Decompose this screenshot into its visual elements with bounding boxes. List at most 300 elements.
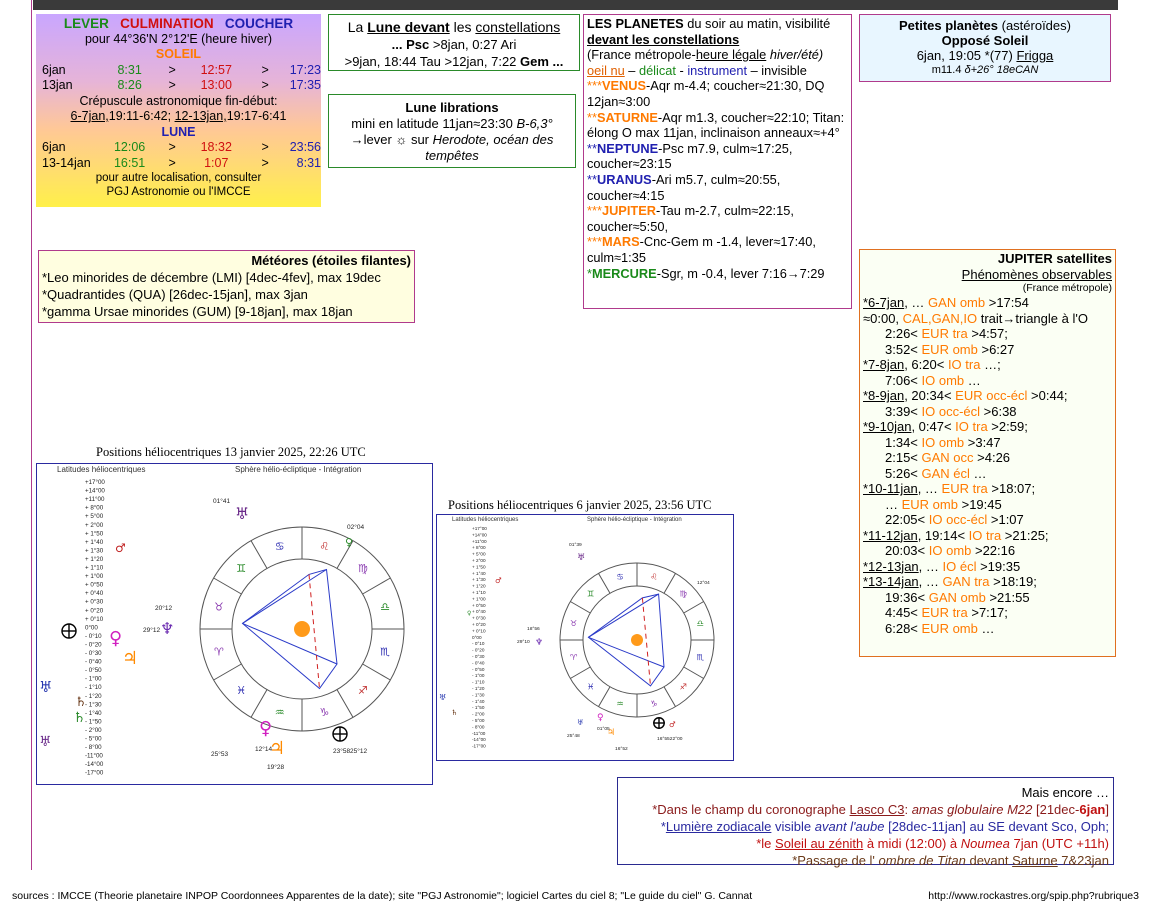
angle-label: 19°28 bbox=[267, 764, 285, 771]
jupiter-icon: ♃ bbox=[269, 738, 286, 759]
latitude-tick: - 1°40 bbox=[85, 709, 102, 717]
lever-header bbox=[36, 16, 321, 32]
jupiter-event-part: IO tra bbox=[955, 419, 988, 434]
planetes-note bbox=[587, 47, 848, 63]
moon-cell: > bbox=[261, 140, 269, 154]
latitude-tick: + 2°00 bbox=[472, 558, 486, 563]
sun-cell: > bbox=[261, 62, 269, 77]
angle-label: 01°41 bbox=[213, 498, 231, 505]
angle-label: 16°52 bbox=[615, 747, 628, 752]
latitude-tick: - 8°00 bbox=[85, 744, 102, 752]
jupiter-event-part: … bbox=[964, 372, 981, 388]
latitude-tick: + 8°00 bbox=[472, 545, 486, 551]
zodiac-divider bbox=[599, 573, 611, 593]
m2b-zodiacale[interactable]: Lumière zodiacale bbox=[665, 819, 772, 834]
latitude-tick: - 0°20 bbox=[85, 641, 102, 649]
sun-cell: 12:57 bbox=[200, 62, 232, 77]
jupiter-title: JUPITER satellites bbox=[997, 251, 1112, 266]
zodiac-divider bbox=[570, 667, 590, 679]
venus-icon: ♀ bbox=[597, 713, 604, 723]
sun-cell: 8:31 bbox=[117, 62, 142, 77]
pl-t5: heure légale bbox=[695, 47, 767, 63]
latitude-tick: +17°00 bbox=[472, 526, 487, 531]
planet-stars: ** bbox=[587, 171, 597, 187]
jupiter-event-part: IO omb bbox=[928, 543, 972, 558]
chart2-frame bbox=[436, 514, 734, 761]
uranus-icon: ♅ bbox=[577, 553, 586, 563]
latitude-tick: - 0°40 bbox=[85, 658, 102, 666]
latitude-tick: + 0°50 bbox=[472, 602, 486, 608]
lc-l2c: >8jan, 0:27 Ari bbox=[429, 37, 517, 52]
planet-name: MERCURE bbox=[591, 265, 657, 281]
m1b-lasco: Lasco C3 bbox=[849, 802, 905, 817]
latitude-tick: + 1°50 bbox=[472, 564, 486, 570]
angle-label: 18°56 bbox=[527, 627, 540, 632]
pp-line3 bbox=[860, 48, 1110, 63]
zodiac-sign-icon: ♍ bbox=[357, 562, 368, 576]
latitude-tick: +11°00 bbox=[472, 538, 487, 544]
lc-t1: La bbox=[347, 19, 368, 35]
latitude-tick: - 0°10 bbox=[472, 641, 485, 647]
zodiac-sign-icon: ♏ bbox=[380, 645, 391, 659]
jupiter-event-part: *6-7jan bbox=[863, 295, 905, 310]
pl-t4: (France métropole- bbox=[587, 47, 696, 63]
latitude-tick: - 1°10 bbox=[472, 679, 485, 685]
latitude-tick: - 0°30 bbox=[472, 654, 485, 659]
latitude-tick: - 2°00 bbox=[85, 726, 102, 734]
soleil-heading: SOLEIL bbox=[155, 47, 202, 61]
legend-sep2: - bbox=[675, 62, 688, 78]
footer-url[interactable]: http://www.rockastres.org/spip.php?rubrique3 bbox=[928, 890, 1139, 902]
jupiter-event-part: ≈0:00, bbox=[863, 310, 903, 326]
moon-cell: 8:31 bbox=[296, 155, 321, 170]
planet-info: -Aqr m-4.4; coucher≈21:30, DQ 12jan≈3:00 bbox=[587, 78, 825, 109]
zodiac-sign-icon: ♋ bbox=[274, 539, 285, 553]
latitude-tick: -14°00 bbox=[85, 761, 104, 769]
latitude-tick: - 8°00 bbox=[472, 724, 485, 730]
zodiac-sign-icon: ♓ bbox=[236, 683, 247, 697]
latitude-tick: + 0°30 bbox=[85, 598, 104, 606]
jupiter-event bbox=[863, 497, 1112, 513]
m3a: *le bbox=[756, 836, 776, 851]
planet-name: JUPITER bbox=[601, 203, 656, 219]
planet-item bbox=[587, 78, 848, 109]
angle-label: 16°5522°00 bbox=[657, 737, 683, 742]
orbit-line bbox=[243, 623, 338, 664]
m1d: amas globulaire M22 bbox=[911, 802, 1033, 817]
latitude-tick: + 0°10 bbox=[472, 628, 486, 634]
jupiter-event-part: >21:25; bbox=[1001, 527, 1049, 543]
lib-l2a: →lever ☼ sur bbox=[350, 132, 433, 147]
uranus-icon: ♅ bbox=[39, 734, 52, 750]
lat-label: Latitudes héliocentriques bbox=[57, 465, 146, 474]
planet-item bbox=[587, 203, 848, 234]
angle-label: 25°53 bbox=[211, 751, 229, 758]
latitude-tick: + 1°30 bbox=[85, 547, 104, 555]
jupiter-event-part: …; bbox=[980, 357, 1001, 372]
jupiter-event-part: 3:52< bbox=[885, 341, 922, 357]
zodiac-divider bbox=[664, 687, 676, 707]
crepuscule-line1: Crépuscule astronomique fin-début: bbox=[79, 93, 278, 108]
jupiter-event bbox=[863, 435, 1112, 451]
legend-delicat: délicat bbox=[638, 62, 676, 78]
jupiter-event-part: GAN occ bbox=[921, 450, 974, 465]
angle-label: 25°48 bbox=[567, 734, 580, 739]
mais-encore-box bbox=[617, 777, 1114, 868]
jupiter-event-part: 2:15< bbox=[885, 450, 922, 465]
latitude-tick: + 1°20 bbox=[85, 555, 104, 563]
jupiter-event-part: *11-12jan bbox=[863, 527, 918, 543]
sun-cell: 13:00 bbox=[200, 78, 232, 92]
jupiter-event-part: >19:45 bbox=[957, 496, 1002, 512]
meteor-line-lmi: *Leo minorides de décembre (LMI) [4dec-4fev], max 19dec bbox=[42, 270, 381, 285]
jupiter-event bbox=[863, 311, 1112, 327]
latitude-tick: + 1°00 bbox=[85, 573, 104, 581]
jupiter-event bbox=[863, 357, 1112, 373]
latitude-tick: - 5°00 bbox=[85, 735, 102, 743]
jupiter-event-part: >6:38 bbox=[980, 403, 1017, 419]
zodiac-sign-icon: ♊ bbox=[586, 588, 595, 599]
moon-cell: 12:06 bbox=[113, 140, 146, 154]
planet-info: -Sgr, m -0.4, lever 7:16→7:29 bbox=[656, 265, 825, 281]
chart1-frame bbox=[36, 463, 433, 785]
jupiter-event bbox=[863, 404, 1112, 420]
jupiter-event-part: IO occ-écl bbox=[921, 403, 981, 419]
zodiac-sign-icon: ♉ bbox=[213, 600, 224, 614]
jupiter-event-part: , 0:47< bbox=[911, 419, 956, 434]
uranus-icon: ♅ bbox=[39, 678, 53, 696]
meteores-title: Météores (étoiles filantes) bbox=[251, 253, 411, 268]
latitude-tick: - 0°50 bbox=[85, 667, 102, 675]
crepuscule-line2 bbox=[36, 109, 321, 125]
latitude-tick: + 0°40 bbox=[472, 609, 486, 615]
latitude-tick: - 1°50 bbox=[472, 705, 485, 711]
m4e: 7&23jan bbox=[1057, 853, 1109, 868]
jupiter-event bbox=[863, 388, 1112, 404]
jupiter-event-part: >18:19; bbox=[989, 574, 1037, 589]
zodiac-divider bbox=[214, 578, 242, 594]
jupiter-event-part: EUR tra bbox=[941, 481, 988, 496]
latitude-tick: + 1°30 bbox=[472, 577, 486, 583]
lune-heading: LUNE bbox=[161, 124, 196, 139]
m2d: avant l'aube bbox=[814, 819, 885, 834]
latitude-tick: + 0°20 bbox=[472, 622, 486, 627]
m2c: visible bbox=[771, 819, 815, 834]
jupiter-event-part: >0:44; bbox=[1027, 388, 1068, 403]
jupiter-event bbox=[863, 481, 1112, 497]
latitude-tick: - 0°40 bbox=[472, 660, 485, 666]
jupiter-event-part: … bbox=[969, 465, 987, 481]
venus-icon: ♀ bbox=[109, 628, 123, 649]
jupiter-event bbox=[863, 295, 1112, 311]
zodiac-sign-icon: ♐ bbox=[357, 683, 368, 697]
zodiac-sign-icon: ♑ bbox=[650, 698, 658, 709]
jupiter-event-part: 1:34< bbox=[885, 434, 922, 450]
lune-const-line3 bbox=[329, 53, 579, 70]
jupiter-event bbox=[863, 621, 1112, 637]
sun-row bbox=[36, 78, 321, 94]
planet-stars: ** bbox=[587, 109, 597, 125]
jupiter-subtitle: Phénomènes observables bbox=[961, 266, 1112, 282]
left-divider-line bbox=[31, 0, 32, 870]
lc-t4: constellations bbox=[475, 19, 561, 35]
meteor-line-qua: *Quadrantides (QUA) [26dec-15jan], max 3jan bbox=[42, 287, 308, 302]
red-dashed-line bbox=[642, 598, 650, 686]
angle-label: 01°05 bbox=[597, 727, 610, 732]
jupiter-event-part: EUR omb bbox=[901, 496, 958, 512]
jupiter-event-part: 6:28< bbox=[885, 620, 922, 636]
latitude-tick: +11°00 bbox=[85, 496, 105, 504]
angle-label: 01°39 bbox=[569, 543, 582, 548]
zodiac-divider bbox=[363, 664, 391, 680]
jupiter-event-part: GAN tra bbox=[942, 574, 990, 589]
sun-cell: > bbox=[261, 78, 269, 92]
jupiter-event-part: … bbox=[885, 496, 902, 512]
sun-cell: 17:35 bbox=[289, 78, 321, 92]
meteores-box bbox=[38, 250, 415, 323]
pp-t2: (astéroïdes) bbox=[998, 18, 1071, 33]
sun-cell: 13jan bbox=[42, 78, 73, 92]
jupiter-event bbox=[863, 326, 1112, 342]
latitude-tick: - 0°20 bbox=[472, 647, 485, 653]
meteor-line-gum: *gamma Ursae minorides (GUM) [9-18jan], max 18jan bbox=[42, 304, 353, 319]
zodiac-sign-icon: ♌ bbox=[319, 539, 330, 553]
angle-label: 29°10 bbox=[517, 640, 530, 645]
jupiter-event-part: EUR occ-écl bbox=[955, 388, 1028, 403]
latitude-tick: + 0°40 bbox=[85, 590, 104, 598]
jupiter-event-part: 2:26< bbox=[885, 326, 922, 341]
moon-cell: 16:51 bbox=[113, 155, 146, 170]
latitude-tick: - 1°10 bbox=[85, 684, 102, 692]
neptune-icon: ♆ bbox=[160, 619, 175, 638]
latitude-tick: + 1°20 bbox=[472, 583, 486, 589]
legend-oeil-nu: oeil nu bbox=[587, 62, 625, 78]
latitude-tick: - 1°00 bbox=[472, 673, 485, 679]
jupiter-event-part: GAN écl bbox=[921, 465, 970, 481]
petites-planetes-box bbox=[859, 14, 1111, 82]
venus-icon: ♀ bbox=[467, 610, 472, 617]
planet-stars: ** bbox=[587, 140, 597, 156]
jupiter-icon: ♃ bbox=[607, 728, 616, 738]
jupiter-event bbox=[863, 559, 1112, 575]
jupiter-event-part: IO omb bbox=[921, 372, 965, 388]
jupiter-event-part: , 6:20< bbox=[904, 357, 948, 372]
jupiter-event bbox=[863, 528, 1112, 544]
legend-instrument: instrument bbox=[687, 62, 748, 78]
latitude-tick: + 5°00 bbox=[472, 551, 486, 557]
latitude-tick: - 0°50 bbox=[472, 666, 485, 672]
latitude-tick: -17°00 bbox=[85, 769, 104, 777]
moon-cell: 1:07 bbox=[204, 155, 229, 170]
sun-icon bbox=[294, 621, 310, 637]
jupiter-event-part: trait→triangle à l'O bbox=[977, 310, 1088, 326]
lib-l2b: Herodote, océan des bbox=[432, 132, 554, 147]
pp-t6: m11.4 bbox=[931, 64, 965, 76]
angle-label: 29°12 bbox=[143, 627, 161, 634]
jupiter-event-part: >4:57; bbox=[967, 326, 1008, 341]
lever-panel bbox=[36, 14, 321, 207]
jupiter-event-part: >2:59; bbox=[987, 419, 1028, 434]
orbit-line bbox=[588, 637, 664, 667]
planet-info: -Psc m7.9, culm≈17:25, coucher≈23:15 bbox=[587, 140, 793, 172]
red-dashed-line bbox=[309, 574, 320, 688]
mars-icon: ♂ bbox=[495, 576, 502, 585]
zodiac-sign-icon: ♊ bbox=[236, 562, 247, 576]
jupiter-event-part: IO écl bbox=[942, 558, 977, 574]
jupiter-event-part: >4:26 bbox=[973, 450, 1011, 465]
jupiter-event-part: 20:03< bbox=[885, 543, 929, 558]
zodiac-divider bbox=[337, 690, 353, 718]
zodiac-sign-icon: ♎ bbox=[380, 600, 391, 614]
sun-icon bbox=[631, 634, 643, 646]
zodiac-sign-icon: ♒ bbox=[274, 706, 285, 720]
latitude-tick: + 1°50 bbox=[85, 530, 104, 538]
jupiter-event-part: >22:16 bbox=[971, 543, 1016, 558]
m1g: 6jan bbox=[1079, 802, 1106, 817]
latitude-tick: - 2°00 bbox=[472, 711, 485, 717]
jupiter-event-part: EUR tra bbox=[921, 605, 968, 620]
sun-cell: 6jan bbox=[42, 62, 66, 77]
pp-t4: 6jan, 19:05 *(77) bbox=[916, 48, 1017, 63]
jupiter-event-part: *10-11jan bbox=[863, 481, 918, 496]
latitude-tick: - 1°20 bbox=[472, 686, 485, 691]
moon-row bbox=[36, 156, 321, 172]
angle-label: 12°14 bbox=[255, 746, 273, 753]
m1h: ] bbox=[1105, 802, 1109, 817]
jupiter-event-part: EUR omb bbox=[921, 341, 978, 357]
latitude-tick: + 5°00 bbox=[85, 513, 104, 521]
uranus-icon: ♅ bbox=[235, 504, 250, 523]
m4a: *Passage de l' bbox=[792, 853, 879, 868]
latitude-tick: +14°00 bbox=[85, 487, 105, 495]
jupiter-event-part: , … bbox=[917, 481, 942, 496]
venus-icon: ♀ bbox=[259, 718, 273, 739]
sphere-label: Sphère hélio-écliptique - Intégration bbox=[235, 465, 362, 474]
lib-l1a: mini en latitude 11jan≈23:30 bbox=[351, 116, 517, 131]
jupiter-event bbox=[863, 543, 1112, 559]
zodiac-sign-icon: ♎ bbox=[696, 618, 704, 629]
latitude-tick: + 8°00 bbox=[85, 504, 104, 512]
jupiter-event-part: EUR tra bbox=[921, 326, 968, 341]
zodiac-sign-icon: ♏ bbox=[696, 651, 704, 662]
jupiter-event-part: *9-10jan bbox=[863, 419, 912, 434]
planet-info: -Cnc-Gem m -1.4, lever≈17:40, culm≈1:35 bbox=[587, 234, 816, 265]
planetes-box bbox=[583, 14, 852, 309]
mars-icon: ♂ bbox=[669, 720, 676, 729]
jupiter-event bbox=[863, 574, 1112, 590]
legend-sep1: – bbox=[624, 62, 639, 78]
saturn-icon: ♄ bbox=[75, 695, 87, 710]
lc-l2b: Psc bbox=[406, 37, 430, 52]
planet-info: -Tau m-2.7, culm≈22:15, coucher≈5:50, bbox=[587, 203, 794, 234]
librations-box bbox=[328, 94, 576, 168]
latitude-tick: - 0°10 bbox=[85, 632, 102, 640]
librations-title: Lune librations bbox=[405, 100, 499, 115]
pl-t6: hiver/été) bbox=[766, 47, 824, 63]
jupiter-icon: ♃ bbox=[122, 648, 139, 669]
latitude-tick: -11°00 bbox=[85, 752, 103, 760]
chart2-svg bbox=[437, 515, 733, 760]
crep-time1: 19:11-6:42; bbox=[108, 109, 175, 123]
librations-line2 bbox=[329, 132, 575, 148]
planet-name: VENUS bbox=[601, 78, 647, 94]
pl-t2: du soir au matin, visibilité bbox=[683, 16, 831, 31]
jupiter-event-part: *12-13jan bbox=[863, 558, 919, 574]
mais-line1 bbox=[622, 801, 1109, 818]
orbit-line bbox=[588, 594, 658, 637]
latitude-tick: + 1°40 bbox=[85, 538, 104, 546]
planet-stars: *** bbox=[587, 78, 602, 94]
sun-row bbox=[36, 63, 321, 79]
planet-info: -Ari m5.7, culm≈20:55, coucher≈4:15 bbox=[587, 171, 781, 203]
zodiac-divider bbox=[251, 541, 267, 569]
jupiter-event-part: >6:27 bbox=[977, 341, 1015, 357]
crep-date2: 12-13jan, bbox=[174, 109, 227, 123]
pp-line4 bbox=[860, 63, 1110, 78]
planet-list bbox=[587, 78, 848, 281]
moon-cell: > bbox=[261, 155, 269, 170]
footer-sources: sources : IMCCE (Theorie planetaire INPOP Coordonnees Apparentes de la date); site "PGJ Astronomie"; logiciel Cartes du ciel 8; "Le guide du ciel" G. Cannat bbox=[12, 890, 753, 902]
jupiter-event-part: >17:54 bbox=[985, 295, 1029, 310]
sun-cell: > bbox=[168, 78, 176, 92]
jupiter-event-part: *13-14jan bbox=[863, 574, 919, 589]
lc-t3: les bbox=[449, 19, 476, 35]
pl-t1: LES PLANETES bbox=[587, 16, 684, 31]
planet-item bbox=[587, 234, 848, 265]
lc-t2: Lune devant bbox=[367, 19, 450, 35]
pp-frigga: Frigga bbox=[1016, 48, 1054, 63]
latitude-tick: - 5°00 bbox=[472, 718, 485, 723]
planet-item bbox=[587, 141, 848, 172]
latitude-tick: + 1°10 bbox=[85, 564, 104, 572]
sphere-label: Sphère hélio-écliptique - Intégration bbox=[587, 517, 682, 523]
venus-icon: ♀ bbox=[345, 536, 354, 549]
sun-cell: > bbox=[168, 62, 176, 77]
latitude-tick: + 0°20 bbox=[85, 607, 104, 615]
librations-line3: tempêtes bbox=[425, 148, 479, 163]
chart1-title: Positions héliocentriques 13 janvier 2025, 22:26 UTC bbox=[96, 445, 366, 459]
zodiac-sign-icon: ♌ bbox=[650, 571, 658, 582]
zodiac-divider bbox=[664, 573, 676, 593]
hdr-culmination: CULMINATION bbox=[120, 16, 214, 31]
latitude-tick: +17°00 bbox=[85, 479, 105, 486]
uranus-icon: ♅ bbox=[577, 718, 584, 727]
latitude-tick: - 1°30 bbox=[85, 701, 102, 709]
zodiac-sign-icon: ♋ bbox=[616, 571, 624, 582]
sun-cell: 8:26 bbox=[117, 78, 142, 92]
planetes-subtitle: devant les constellations bbox=[587, 31, 740, 47]
planet-item bbox=[587, 110, 848, 141]
zodiac-sign-icon: ♐ bbox=[679, 681, 688, 692]
planet-name: SATURNE bbox=[596, 109, 658, 125]
latitude-tick: + 2°00 bbox=[85, 521, 104, 529]
jupiter-event-part: , … bbox=[904, 295, 929, 310]
lib-l1b: B-6,3° bbox=[516, 116, 553, 131]
zodiac-sign-icon: ♑ bbox=[319, 706, 330, 720]
lune-const-line2 bbox=[329, 36, 579, 53]
planet-name: URANUS bbox=[596, 171, 652, 187]
lc-l2a: ... bbox=[391, 37, 407, 52]
zodiac-divider bbox=[251, 690, 267, 718]
hdr-lever: LEVER bbox=[63, 16, 109, 31]
sun-rows bbox=[36, 63, 321, 94]
angle-label: 20°12 bbox=[155, 605, 173, 612]
jupiter-event-part: 22:05< bbox=[885, 512, 929, 527]
planet-stars: *** bbox=[587, 203, 602, 219]
zodiac-sign-icon: ♒ bbox=[616, 698, 624, 709]
planet-name: MARS bbox=[601, 234, 640, 250]
jupiter-event-part: CAL,GAN,IO bbox=[902, 310, 978, 326]
